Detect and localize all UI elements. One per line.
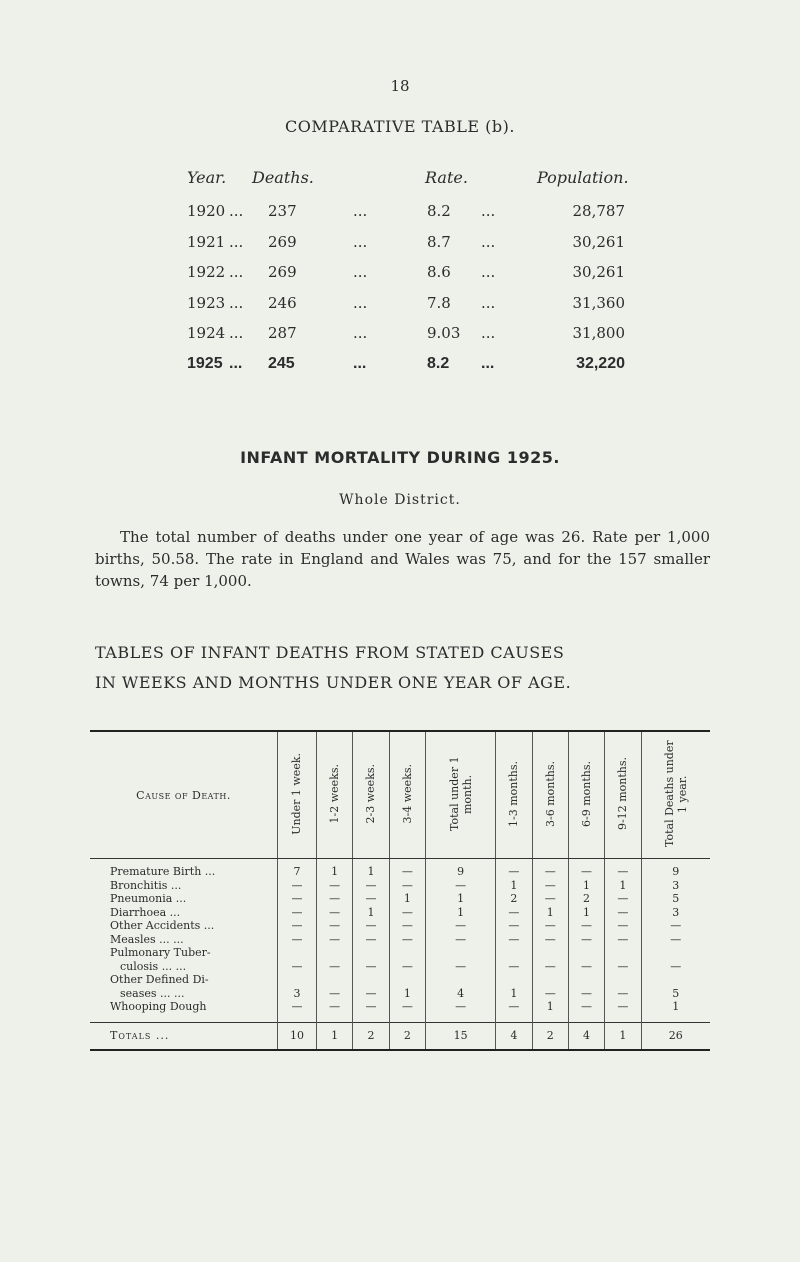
value-cell: — (568, 946, 604, 973)
cause-label-continued: culosis ... ... (120, 959, 187, 973)
value-cell: 5 (641, 973, 710, 1000)
rate-cell: 8.2 (427, 202, 451, 220)
value-cell: — (316, 879, 352, 893)
column-header-label: 1-3 months. (507, 760, 521, 827)
total-cell: 4 (496, 1022, 532, 1050)
infant-deaths-table (90, 730, 710, 1051)
value-cell: — (316, 919, 352, 933)
value-cell: — (532, 933, 568, 947)
population-cell: 30,261 (572, 232, 625, 251)
total-cell: 1 (605, 1022, 641, 1050)
year-cell: 1924 (187, 324, 226, 343)
dots: ... (353, 324, 368, 343)
value-cell: — (496, 1000, 532, 1022)
value-cell: 9 (426, 859, 496, 879)
value-cell: — (353, 879, 389, 893)
value-cell: 1 (532, 906, 568, 920)
value-cell: — (605, 946, 641, 973)
comparative-row (0, 355, 800, 377)
cause-label: Premature Birth ... (110, 865, 216, 878)
value-cell: 5 (641, 892, 710, 906)
column-header (316, 731, 352, 859)
value-cell: — (532, 919, 568, 933)
column-header (641, 731, 710, 859)
value-cell: 1 (532, 1000, 568, 1022)
value-cell: — (316, 933, 352, 947)
page-number: 18 (390, 77, 410, 95)
table-row (90, 973, 710, 1000)
paragraph-text: The total number of deaths under one year of age was 26. Rate per 1,000 births, 50.58. The rate in England and Wales was 75, and for the 157 smaller towns, 74 per 1,000. (95, 528, 710, 590)
total-cell: 15 (426, 1022, 496, 1050)
dots: ... (229, 232, 244, 251)
rate-cell: 7.8 (427, 293, 451, 312)
deaths-cell: 287 (268, 324, 297, 343)
value-cell: — (316, 906, 352, 920)
value-cell: — (496, 906, 532, 920)
dots: ... (353, 293, 368, 312)
rate-cell: 9.03 (427, 324, 461, 343)
deaths-cell: 269 (268, 263, 297, 282)
table-row (90, 892, 710, 906)
totals-label (90, 1022, 278, 1050)
value-cell: — (426, 933, 496, 947)
value-cell: — (278, 892, 317, 906)
column-header-label: 3-6 months. (543, 760, 557, 827)
population-cell: 32,220 (576, 355, 625, 372)
value-cell: — (316, 892, 352, 906)
value-cell: — (568, 1000, 604, 1022)
value-cell: — (278, 946, 317, 973)
column-header-label: 6-9 months. (580, 760, 594, 827)
dots: ... (481, 263, 496, 282)
population-cell: 31,360 (572, 293, 625, 312)
value-cell: — (568, 859, 604, 879)
totals-label-text: Totals ... (110, 1028, 170, 1042)
rate-cell: 8.2 (427, 355, 450, 372)
value-cell: — (316, 1000, 352, 1022)
dots: ... (481, 232, 496, 251)
cause-label-continued: seases ... ... (120, 986, 185, 1000)
dots: ... (229, 293, 244, 312)
deaths-cell: 245 (268, 355, 295, 372)
total-cell: 1 (316, 1022, 352, 1050)
value-cell: — (641, 933, 710, 947)
cause-cell (90, 919, 278, 933)
value-cell: — (605, 906, 641, 920)
deaths-header: Deaths. (252, 168, 314, 187)
population-cell: 30,261 (572, 263, 625, 282)
column-header (532, 731, 568, 859)
value-cell: — (389, 906, 425, 920)
population-header: Population. (537, 168, 629, 187)
table-row (90, 933, 710, 947)
year-cell: 1921 (187, 232, 226, 251)
rate-cell: 8.6 (427, 263, 451, 282)
column-header (426, 731, 496, 859)
deaths-cell: 269 (268, 232, 297, 251)
total-cell: 2 (353, 1022, 389, 1050)
value-cell: 7 (278, 859, 317, 879)
value-cell: 1 (605, 879, 641, 893)
dots: ... (353, 263, 368, 282)
deaths-cell: 237 (268, 202, 297, 220)
dots: ... (481, 324, 496, 343)
value-cell: — (353, 1000, 389, 1022)
column-header-label: 3-4 weeks. (400, 763, 414, 824)
rate-cell: 8.7 (427, 232, 451, 251)
value-cell: — (641, 946, 710, 973)
value-cell: — (278, 919, 317, 933)
cause-cell (90, 973, 278, 1000)
cause-cell (90, 892, 278, 906)
value-cell: 1 (426, 892, 496, 906)
year-header: Year. (187, 168, 227, 187)
rate-header: Rate. (425, 168, 468, 187)
table-row (90, 859, 710, 879)
cause-label: Bronchitis ... (110, 878, 182, 892)
value-cell: — (496, 946, 532, 973)
cause-of-death-header (90, 731, 278, 859)
table-row (90, 919, 710, 933)
value-cell: — (496, 919, 532, 933)
value-cell: 1 (353, 906, 389, 920)
value-cell: — (353, 973, 389, 1000)
value-cell: 9 (641, 859, 710, 879)
comparative-row (0, 324, 800, 346)
column-header-label: 1-2 weeks. (328, 763, 342, 824)
column-header-label: Under 1 week. (290, 752, 304, 835)
value-cell: — (605, 1000, 641, 1022)
value-cell: — (353, 892, 389, 906)
column-header-label: Total under 1 month. (447, 756, 474, 831)
dots: ... (353, 232, 368, 251)
value-cell: — (278, 879, 317, 893)
value-cell: 1 (353, 859, 389, 879)
column-header (496, 731, 532, 859)
column-header (605, 731, 641, 859)
comparative-row (0, 263, 800, 285)
value-cell: 1 (568, 879, 604, 893)
value-cell: — (316, 973, 352, 1000)
infant-mortality-title: INFANT MORTALITY DURING 1925. (240, 448, 560, 467)
dots: ... (229, 263, 244, 282)
comparative-row (0, 233, 800, 255)
value-cell: — (496, 859, 532, 879)
cause-cell (90, 859, 278, 879)
dots: ... (229, 324, 244, 343)
value-cell: 4 (426, 973, 496, 1000)
table-row (90, 906, 710, 920)
value-cell: 1 (496, 879, 532, 893)
year-cell: 1925 (187, 355, 223, 372)
causes-table-title (95, 638, 715, 698)
value-cell: — (278, 906, 317, 920)
column-header (568, 731, 604, 859)
table-header-row (90, 731, 710, 859)
cause-label: Whooping Dough (110, 1000, 207, 1013)
value-cell: — (353, 933, 389, 947)
column-header (389, 731, 425, 859)
value-cell: — (568, 973, 604, 1000)
value-cell: — (532, 879, 568, 893)
cause-cell (90, 879, 278, 893)
deaths-cell: 246 (268, 293, 297, 312)
value-cell: — (278, 1000, 317, 1022)
totals-row (90, 1022, 710, 1050)
causes-title-line-2: IN WEEKS AND MONTHS UNDER ONE YEAR OF AGE. (95, 673, 572, 692)
column-header (353, 731, 389, 859)
cause-label: Pneumonia ... (110, 892, 187, 905)
value-cell: — (641, 919, 710, 933)
comparative-row (0, 202, 800, 224)
value-cell: 2 (496, 892, 532, 906)
value-cell: 3 (278, 973, 317, 1000)
value-cell: — (353, 946, 389, 973)
total-cell: 26 (641, 1022, 710, 1050)
value-cell: — (389, 1000, 425, 1022)
value-cell: — (316, 946, 352, 973)
column-header-label: Total Deaths under 1 year. (662, 740, 689, 847)
total-cell: 2 (389, 1022, 425, 1050)
value-cell: 1 (389, 973, 425, 1000)
value-cell: 1 (426, 906, 496, 920)
value-cell: — (426, 919, 496, 933)
value-cell: — (568, 919, 604, 933)
table-row (90, 1000, 710, 1022)
column-header (278, 731, 317, 859)
value-cell: 1 (316, 859, 352, 879)
total-cell: 4 (568, 1022, 604, 1050)
value-cell: — (532, 946, 568, 973)
column-header-label: 9-12 months. (616, 757, 630, 830)
value-cell: — (353, 919, 389, 933)
comparative-table-title: COMPARATIVE TABLE (b). (285, 117, 515, 136)
table-row (90, 879, 710, 893)
value-cell: — (605, 933, 641, 947)
value-cell: 2 (568, 892, 604, 906)
cause-label: Other Defined Di- (110, 973, 209, 986)
value-cell: — (532, 859, 568, 879)
value-cell: — (605, 973, 641, 1000)
value-cell: — (389, 919, 425, 933)
dots: ... (481, 202, 496, 220)
cause-cell (90, 946, 278, 973)
value-cell: — (278, 933, 317, 947)
cause-label: Other Accidents ... (110, 919, 215, 932)
dots: ... (229, 355, 243, 372)
table-row (90, 946, 710, 973)
year-cell: 1922 (187, 263, 226, 282)
dots: ... (353, 202, 368, 220)
district-subtitle: Whole District. (339, 492, 461, 508)
value-cell: — (389, 859, 425, 879)
cause-cell (90, 1000, 278, 1022)
value-cell: — (532, 892, 568, 906)
dots: ... (353, 355, 367, 372)
year-cell: 1923 (187, 293, 226, 312)
value-cell: 1 (641, 1000, 710, 1022)
value-cell: — (496, 933, 532, 947)
total-cell: 2 (532, 1022, 568, 1050)
causes-title-line-1: TABLES OF INFANT DEATHS FROM STATED CAUSES (95, 643, 565, 662)
cause-label: Measles ... ... (110, 932, 184, 946)
value-cell: — (426, 879, 496, 893)
total-cell: 10 (278, 1022, 317, 1050)
infant-mortality-paragraph (95, 526, 710, 592)
value-cell: — (426, 1000, 496, 1022)
population-cell: 31,800 (572, 324, 625, 343)
value-cell: 3 (641, 906, 710, 920)
dots: ... (481, 355, 495, 372)
dots: ... (229, 202, 244, 220)
value-cell: — (605, 919, 641, 933)
column-header-label: 2-3 weeks. (364, 763, 378, 824)
value-cell: 3 (641, 879, 710, 893)
value-cell: — (389, 946, 425, 973)
value-cell: — (389, 879, 425, 893)
cause-cell (90, 933, 278, 947)
value-cell: 1 (389, 892, 425, 906)
population-cell: 28,787 (572, 202, 625, 220)
cause-label: Diarrhoea ... (110, 905, 181, 919)
value-cell: — (605, 892, 641, 906)
comparative-row (0, 294, 800, 316)
comparative-table-header (0, 168, 800, 190)
cause-of-death-header-label: Cause of Death. (136, 788, 231, 802)
year-cell: 1920 (187, 202, 226, 220)
value-cell: — (389, 933, 425, 947)
cause-cell (90, 906, 278, 920)
value-cell: — (605, 859, 641, 879)
value-cell: — (532, 973, 568, 1000)
cause-label: Pulmonary Tuber- (110, 946, 211, 959)
dots: ... (481, 293, 496, 312)
value-cell: 1 (568, 906, 604, 920)
value-cell: — (426, 946, 496, 973)
value-cell: 1 (496, 973, 532, 1000)
value-cell: — (568, 933, 604, 947)
